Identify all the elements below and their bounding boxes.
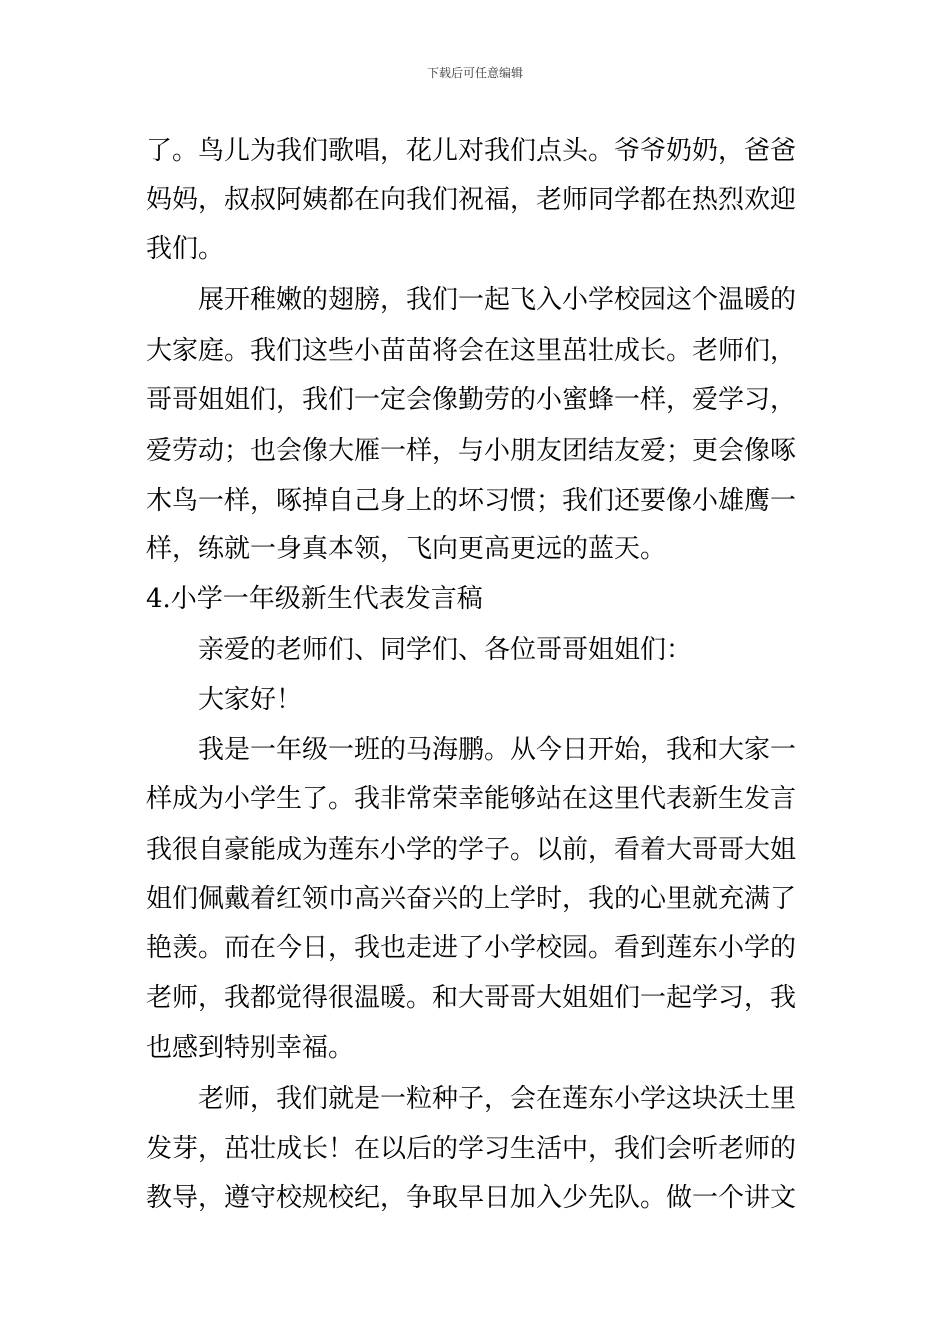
text-line: 样成为小学生了。我非常荣幸能够站在这里代表新生发言: [146, 784, 797, 814]
text-line: 大家庭。我们这些小苗苗将会在这里茁壮成长。老师们，: [146, 336, 797, 366]
text-line: 教导，遵守校规校纪，争取早日加入少先队。做一个讲文: [146, 1183, 797, 1213]
text-line: 妈妈，叔叔阿姨都在向我们祝福，老师同学都在热烈欢迎: [146, 185, 797, 215]
text-line: 老师，我们就是一粒种子，会在莲东小学这块沃土里: [198, 1084, 797, 1114]
text-line: 样，练就一身真本领，飞向更高更远的蓝天。: [146, 534, 667, 564]
section-heading: 4.小学一年级新生代表发言稿: [146, 584, 483, 614]
text-line: 了。鸟儿为我们歌唱，花儿对我们点头。爷爷奶奶，爸爸: [146, 136, 797, 166]
text-line: 也感到特别幸福。: [146, 1033, 355, 1063]
text-line: 爱劳动；也会像大雁一样，与小朋友团结友爱；更会像啄: [146, 436, 797, 466]
text-line: 我很自豪能成为莲东小学的学子。以前，看着大哥哥大姐: [146, 835, 797, 865]
text-line: 发芽，茁壮成长！在以后的学习生活中，我们会听老师的: [146, 1134, 797, 1164]
text-line: 艳羡。而在今日，我也走进了小学校园。看到莲东小学的: [146, 933, 797, 963]
text-line: 姐们佩戴着红领巾高兴奋兴的上学时，我的心里就充满了: [146, 884, 797, 914]
text-line: 木鸟一样，啄掉自己身上的坏习惯；我们还要像小雄鹰一: [146, 486, 797, 516]
greeting: 大家好！: [198, 685, 303, 715]
text-line: 哥哥姐姐们，我们一定会像勤劳的小蜜蜂一样，爱学习，: [146, 385, 797, 415]
text-line: 展开稚嫩的翅膀，我们一起飞入小学校园这个温暖的: [198, 285, 797, 315]
salutation: 亲爱的老师们、同学们、各位哥哥姐姐们：: [198, 635, 693, 665]
text-line: 我们。: [146, 234, 225, 264]
text-line: 老师，我都觉得很温暖。和大哥哥大姐姐们一起学习，我: [146, 983, 797, 1013]
text-line: 我是一年级一班的马海鹏。从今日开始，我和大家一: [198, 735, 797, 765]
page-header: 下载后可任意编辑: [426, 66, 523, 80]
